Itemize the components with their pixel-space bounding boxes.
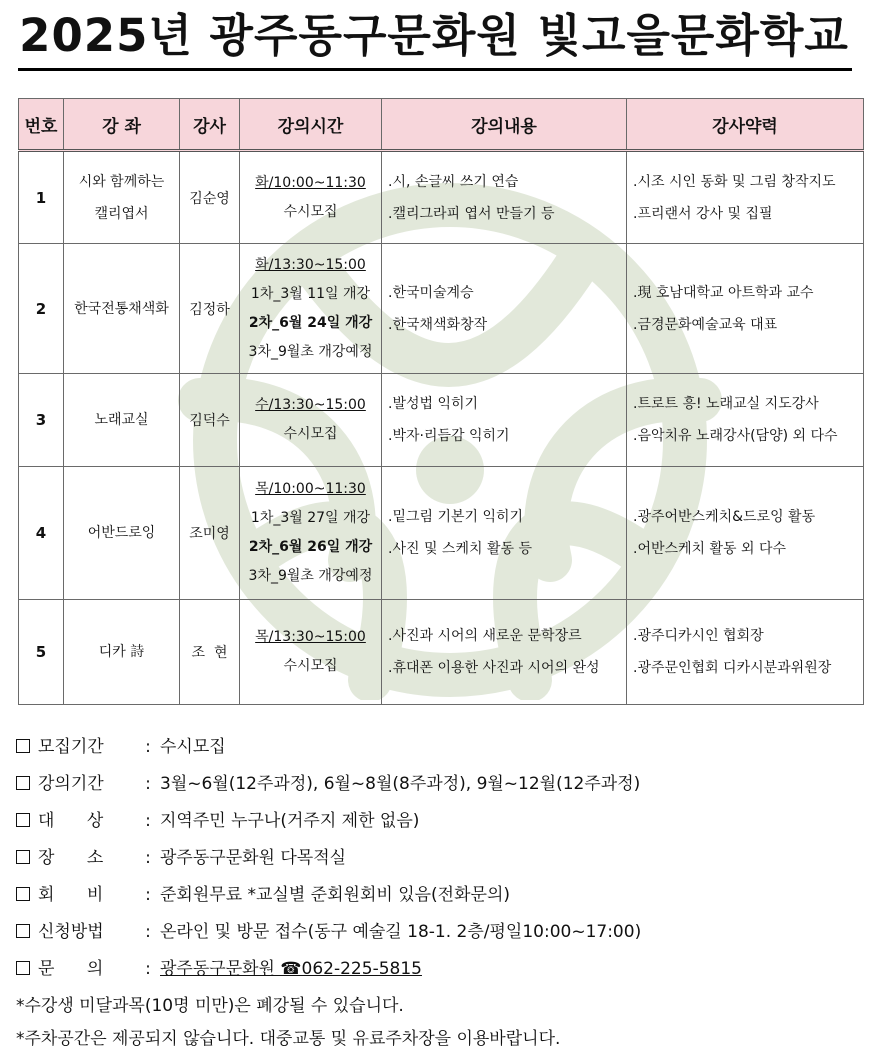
course-line: 어반드로잉 xyxy=(87,525,156,541)
table-body xyxy=(19,151,864,705)
course-line: 캘리엽서 xyxy=(94,205,149,222)
time-line: 2차_6월 24일 개강 xyxy=(248,314,373,331)
info-label: 장 소 xyxy=(38,848,104,868)
colon-separator: : xyxy=(145,922,151,942)
content-line: .한국미술계승 xyxy=(388,284,474,301)
info-label: 대 상 xyxy=(38,811,104,831)
checkbox-icon xyxy=(16,813,30,827)
header-course: 강 좌 xyxy=(64,99,180,151)
time-line: 3차_9월초 개강예정 xyxy=(248,343,373,360)
row-number: 5 xyxy=(19,600,64,705)
colon-separator: : xyxy=(145,848,151,868)
info-value: 광주동구문화원 다목적실 xyxy=(160,848,347,868)
time-line: 목/10:00~11:30 xyxy=(255,481,366,497)
career-line: .트로트 흥! 노래교실 지도강사 xyxy=(633,396,819,412)
colon-separator: : xyxy=(145,737,151,757)
header-career: 강사약력 xyxy=(627,99,864,151)
content-line: .사진과 시어의 새로운 문학장르 xyxy=(388,628,582,644)
instructor-name: 조 현 xyxy=(180,600,240,705)
checkbox-icon xyxy=(16,739,30,753)
time-line: 수시모집 xyxy=(283,658,338,674)
info-value: 온라인 및 방문 접수(동구 예술길 18-1. 2층/평일10:00~17:00) xyxy=(160,922,642,942)
info-section xyxy=(16,732,866,1057)
info-row xyxy=(16,954,866,991)
colon-separator: : xyxy=(145,811,151,831)
instructor-career xyxy=(627,244,864,374)
instructor-career xyxy=(627,600,864,705)
colon-separator: : xyxy=(145,885,151,905)
course-name xyxy=(64,151,180,244)
time-line: 목/13:30~15:00 xyxy=(255,629,366,645)
career-line: .프리랜서 강사 및 집필 xyxy=(633,205,773,222)
course-name xyxy=(64,244,180,374)
instructor-name: 김정하 xyxy=(180,244,240,374)
row-number: 3 xyxy=(19,374,64,467)
info-row xyxy=(16,732,866,769)
info-label: 회 비 xyxy=(38,885,104,905)
career-line: .現 호남대학교 아트학과 교수 xyxy=(633,284,814,301)
content-line: .캘리그라피 엽서 만들기 등 xyxy=(388,205,555,222)
table-header-row xyxy=(19,99,864,151)
instructor-name: 김순영 xyxy=(180,151,240,244)
colon-separator: : xyxy=(145,959,151,979)
content-line: .휴대폰 이용한 사진과 시어의 완성 xyxy=(388,660,600,676)
notice-text: *주차공간은 제공되지 않습니다. 대중교통 및 유료주차장을 이용바랍니다. xyxy=(16,1029,561,1049)
info-value: 3월~6월(12주과정), 6월~8월(8주과정), 9월~12월(12주과정) xyxy=(160,774,641,794)
title-underline xyxy=(18,68,852,71)
career-line: .어반스케치 활동 외 다수 xyxy=(633,541,787,557)
time-line: 화/13:30~15:00 xyxy=(255,256,366,273)
info-value: 광주동구문화원 ☎062-225-5815 xyxy=(160,959,422,979)
info-row xyxy=(16,769,866,806)
time-line: 2차_6월 26일 개강 xyxy=(248,539,373,555)
instructor-name: 조미영 xyxy=(180,467,240,600)
header-time: 강의시간 xyxy=(240,99,382,151)
table-row xyxy=(19,374,864,467)
content-line: .한국채색화창작 xyxy=(388,316,488,333)
time-line: 화/10:00~11:30 xyxy=(255,174,366,191)
info-label: 모집기간 xyxy=(38,737,104,757)
lecture-time xyxy=(240,151,382,244)
course-name xyxy=(64,600,180,705)
course-line: 디카 詩 xyxy=(98,644,145,660)
career-line: .음악치유 노래강사(담양) 외 다수 xyxy=(633,428,838,444)
header-content: 강의내용 xyxy=(382,99,627,151)
career-line: .광주디카시인 협회장 xyxy=(633,628,764,644)
row-number: 4 xyxy=(19,467,64,600)
course-line: 한국전통채색화 xyxy=(74,300,169,317)
time-line: 3차_9월초 개강예정 xyxy=(248,568,373,584)
time-line: 수/13:30~15:00 xyxy=(255,397,366,413)
time-line: 1차_3월 27일 개강 xyxy=(250,510,371,526)
lecture-time xyxy=(240,374,382,467)
lecture-content xyxy=(382,374,627,467)
info-label: 강의기간 xyxy=(38,774,104,794)
lecture-table xyxy=(18,98,864,705)
info-row xyxy=(16,843,866,880)
career-line: .광주문인협회 디카시분과위원장 xyxy=(633,660,832,676)
info-row xyxy=(16,917,866,954)
lecture-time xyxy=(240,244,382,374)
instructor-career xyxy=(627,151,864,244)
info-value: 준회원무료 *교실별 준회원회비 있음(전화문의) xyxy=(160,885,510,905)
notice-text: *수강생 미달과목(10명 미만)은 폐강될 수 있습니다. xyxy=(16,996,404,1016)
course-line: 노래교실 xyxy=(94,412,149,428)
row-number: 1 xyxy=(19,151,64,244)
content-line: .사진 및 스케치 활동 등 xyxy=(388,541,532,557)
career-line: .시조 시인 동화 및 그림 창작지도 xyxy=(633,173,836,190)
info-value: 지역주민 누구나(거주지 제한 없음) xyxy=(160,811,420,831)
info-label: 문 의 xyxy=(38,959,104,979)
course-name xyxy=(64,467,180,600)
row-number: 2 xyxy=(19,244,64,374)
colon-separator: : xyxy=(145,774,151,794)
content-line: .발성법 익히기 xyxy=(388,396,479,412)
content-line: .시, 손글씨 쓰기 연습 xyxy=(388,173,519,190)
table-row xyxy=(19,244,864,374)
checkbox-icon xyxy=(16,887,30,901)
lecture-time xyxy=(240,467,382,600)
checkbox-icon xyxy=(16,850,30,864)
checkbox-icon xyxy=(16,776,30,790)
checkbox-icon xyxy=(16,961,30,975)
table-row xyxy=(19,151,864,244)
instructor-career xyxy=(627,467,864,600)
content-line: .박자·리듬감 익히기 xyxy=(388,428,510,444)
time-line: 1차_3월 11일 개강 xyxy=(250,285,371,302)
info-value: 수시모집 xyxy=(160,737,226,757)
lecture-content xyxy=(382,600,627,705)
checkbox-icon xyxy=(16,924,30,938)
time-line: 수시모집 xyxy=(283,426,338,442)
course-name xyxy=(64,374,180,467)
info-row xyxy=(16,806,866,843)
header-no: 번호 xyxy=(19,99,64,151)
course-line: 시와 함께하는 xyxy=(78,173,165,190)
table-row xyxy=(19,600,864,705)
lecture-content xyxy=(382,244,627,374)
lecture-content xyxy=(382,467,627,600)
content-line: .밑그림 기본기 익히기 xyxy=(388,509,524,525)
table-row xyxy=(19,467,864,600)
instructor-career xyxy=(627,374,864,467)
header-instructor: 강사 xyxy=(180,99,240,151)
lecture-content xyxy=(382,151,627,244)
instructor-name: 김덕수 xyxy=(180,374,240,467)
info-row xyxy=(16,880,866,917)
career-line: .광주어반스케치&드로잉 활동 xyxy=(633,509,816,525)
page-title: 2025년 광주동구문화원 빛고을문화학교 xyxy=(19,9,849,62)
time-line: 수시모집 xyxy=(283,203,338,220)
career-line: .금경문화예술교육 대표 xyxy=(633,316,778,333)
info-label: 신청방법 xyxy=(38,922,104,942)
lecture-time xyxy=(240,600,382,705)
